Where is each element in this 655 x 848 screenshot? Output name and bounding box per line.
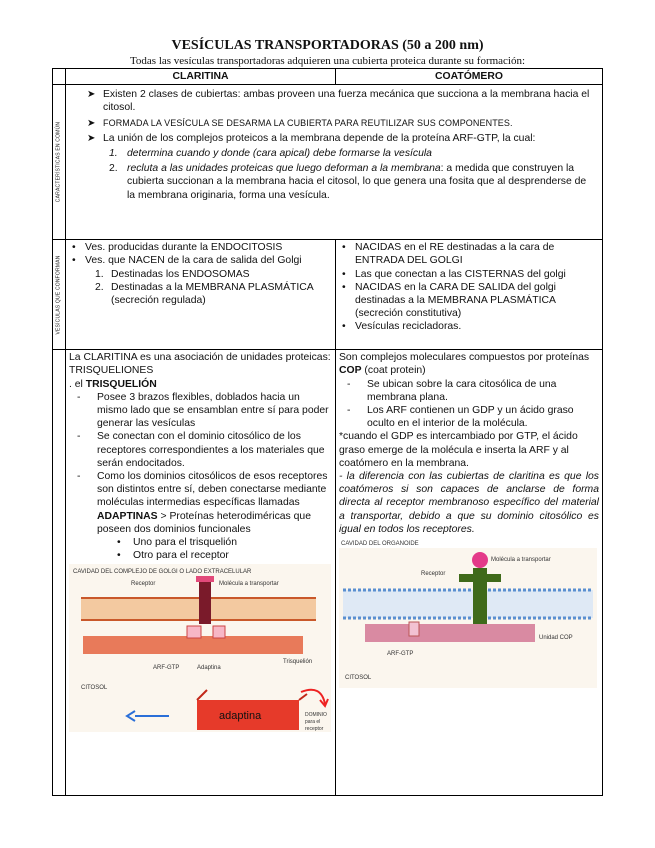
number-marker: 2. [109,163,118,175]
dash-item [69,470,332,536]
dash-text: Posee 3 brazos flexibles, doblados hacia un mismo lado que se ensamblan entre sí para poder generar las vesículas [97,391,329,430]
numbered-item-text: : a medida que construyen la cubierta succionan a la membrana hacia el citosol, lo que genera una fosita que al desprenderse de la membrana originaria, forma una vesícula. [127,163,587,201]
trisquelion-bold: TRISQUELIÓN [85,378,157,390]
row-common [53,85,603,240]
dash-text: > Proteínas heterodiméricas que poseen dos dominios funcionales [97,510,311,535]
bullet-item [339,320,599,333]
arrow-bullet-icon: ➤ [87,132,96,144]
cop-unit-label: Unidad COP [539,635,573,642]
trisquelion-heading [69,378,332,391]
header-coatomero: COATÓMERO [336,69,603,85]
bullet-text: Ves. que NACEN de la cara de salida del Golgi [85,255,302,267]
bullet-text: Las que conectan a las CISTERNAS del golgi [355,268,566,280]
receptor-label: Receptor [131,581,156,588]
bullet-icon: • [342,321,346,333]
numbered-item [69,268,332,281]
side-label-cell [53,240,66,350]
arrow-item [69,132,596,145]
dash-text: Los ARF contienen un GDP y un ácido graso oculto en el interior de la molécula. [367,405,574,430]
bullet-icon: • [342,268,346,280]
row-structure [53,350,603,796]
dash-item [69,430,332,470]
membrane [343,590,593,618]
dash-item [339,404,599,430]
cop-bold: COP [339,365,362,377]
header-row [53,69,603,85]
coatomero-diagram [339,548,597,688]
arf-label: ARF-GTP [387,651,414,658]
bullet-item [69,536,332,549]
membrane [81,598,316,620]
coatomero-vesicles-cell [336,240,603,350]
adaptina-box-label: adaptina [219,710,262,723]
dash-item [339,378,599,404]
bullet-icon: • [72,255,76,267]
dash-text: Como los dominios citosólicos de esos receptores son distintos entre sí, deben conectarse mediante moléculas intermedias específicas llamadas [97,471,328,509]
arf-shape [213,626,225,638]
page-subtitle: Todas las vesículas transportadoras adquieren una cubierta proteica durante su formación: [129,55,526,67]
dash-text: Se conectan con el dominio citosólico de los receptores correspondientes a los materiales que serán endocitados. [97,431,325,469]
bullet-icon: • [72,242,76,254]
page-title: VESÍCULAS TRANSPORTADORAS (50 a 200 nm) [171,38,484,53]
intro-text: (coat protein) [361,365,426,377]
dash-marker: - [77,391,81,403]
arrow-item-text: FORMADA LA VESÍCULA SE DESARMA LA CUBIERTA PARA REUTILIZAR SUS COMPONENTES. [103,117,513,128]
figure-top-label: CAVIDAD DEL ORGANOIDE [341,541,419,548]
number-marker: 1. [95,268,104,280]
arrow-item [69,117,596,130]
numbered-item-text: Destinadas a la MEMBRANA PLASMÁTICA [111,281,314,293]
bullet-item [69,254,332,267]
numbered-item-italic: recluta a las unidades proteicas que luego deforman a la membrana [127,163,441,175]
bullet-text: NACIDAS en la CARA DE SALIDA del golgi destinadas a la MEMBRANA PLASMÁTICA [355,281,556,307]
adaptina-shape [187,626,201,638]
molecule-shape [472,552,488,568]
coatomero-figure [339,541,599,688]
cop-unit-shape [365,624,535,642]
trisquelion-prefix: . el [69,378,86,390]
coatomero-structure-cell [336,350,603,796]
receptor-shape [199,578,211,624]
comparison-table [52,68,603,796]
citosol-label: CITOSOL [81,685,108,692]
side-label-cell [53,85,66,240]
dominio-label: DOMINIO para el receptor [305,712,327,733]
row-vesicles [53,240,603,350]
intro-text: Son complejos moleculares compuestos por proteínas [339,352,590,364]
arrow-item-text: La unión de los complejos proteicos a la membrana depende de la proteína ARF-GTP, la cual: [103,132,536,144]
bullet-icon: • [117,550,121,562]
bullet-icon: • [342,242,346,254]
receptor-label: Receptor [421,571,446,578]
side-label-common: CARACTERÍSTICAS EN COMÚN [55,122,62,203]
header-claritina: CLARITINA [66,69,336,85]
receptor-top-shape [459,574,501,582]
molecule-label: Molécula a transportar [491,557,551,564]
arrow-bullet-icon: ➤ [87,89,96,101]
secretion-note: (secreción regulada) [111,295,206,307]
bullet-item [339,241,599,267]
common-features-cell [66,85,603,240]
trisquelion-shape [83,636,303,654]
coatomero-intro [339,351,599,377]
bullet-icon: • [117,537,121,549]
claritina-diagram [69,564,331,732]
claritina-structure-cell [66,350,336,796]
number-marker: 2. [95,281,104,293]
numbered-item-text: Destinadas los ENDOSOMAS [111,268,250,280]
trisquelion-label: Trisquelión [283,659,313,666]
difference-note: - la diferencia con las cubiertas de claritina es que los coatómeros si son capaces de anclarse de forma directa al receptor membranoso específico del material a transportar, debido a que su dominio citosólico es igual en todos los receptores. [339,471,599,535]
side-label-vesicles: VESÍCULAS QUE CONFORMAN [55,255,62,335]
bullet-icon: • [342,281,346,293]
numbered-item [69,162,596,202]
bullet-item [339,281,599,321]
claritina-vesicles-cell [66,240,336,350]
dash-marker: - [347,405,351,417]
arrow-item-text: Existen 2 clases de cubiertas: ambas proveen una fuerza mecánica que succiona a la membrana hacia el citosol. [103,89,590,114]
numbered-item-text: determina cuando y donde (cara apical) debe formarse la vesícula [127,148,432,160]
claritina-figure [69,564,332,732]
secretion-note: (secreción constitutiva) [355,308,462,320]
arf-label: ARF-GTP [153,665,180,672]
dash-text: Se ubican sobre la cara citosólica de una membrana plana. [367,378,557,403]
side-label-cell [53,350,66,796]
adaptina-label: Adaptina [197,665,221,672]
arf-shape [409,622,419,636]
claritina-intro: La CLARITINA es una asociación de unidades proteicas: TRISQUELIONES [69,352,331,377]
bullet-text: Uno para el trisquelión [133,537,237,549]
numbered-item [69,147,596,160]
bullet-item [69,549,332,562]
bullet-item [69,241,332,254]
adaptinas-bold: ADAPTINAS [97,510,158,522]
corner-cell [53,69,66,85]
figure-top-label: CAVIDAD DEL COMPLEJO DE GOLGI O LADO EXTRACELULAR [73,569,252,576]
arrow-bullet-icon: ➤ [87,117,96,129]
dash-marker: - [77,431,81,443]
bullet-text: Ves. producidas durante la ENDOCITOSIS [85,242,283,254]
bullet-text: Otro para el receptor [133,550,229,562]
numbered-item [69,281,332,307]
molecule-label: Molécula a transportar [219,581,279,588]
number-marker: 1. [109,148,118,160]
bullet-item [339,268,599,281]
citosol-label: CITOSOL [345,675,372,682]
bullet-text: NACIDAS en el RE destinadas a la cara de ENTRADA DEL GOLGI [355,242,555,267]
gtp-note: *cuando el GDP es intercambiado por GTP, el ácido graso emerge de la molécula e inserta la ARF y al coatómero en la membrana. [339,431,578,469]
arrow-item [69,88,596,114]
bullet-text: Vesículas recicladoras. [355,321,462,333]
dash-marker: - [77,471,81,483]
dash-marker: - [347,378,351,390]
dash-item [69,391,332,431]
